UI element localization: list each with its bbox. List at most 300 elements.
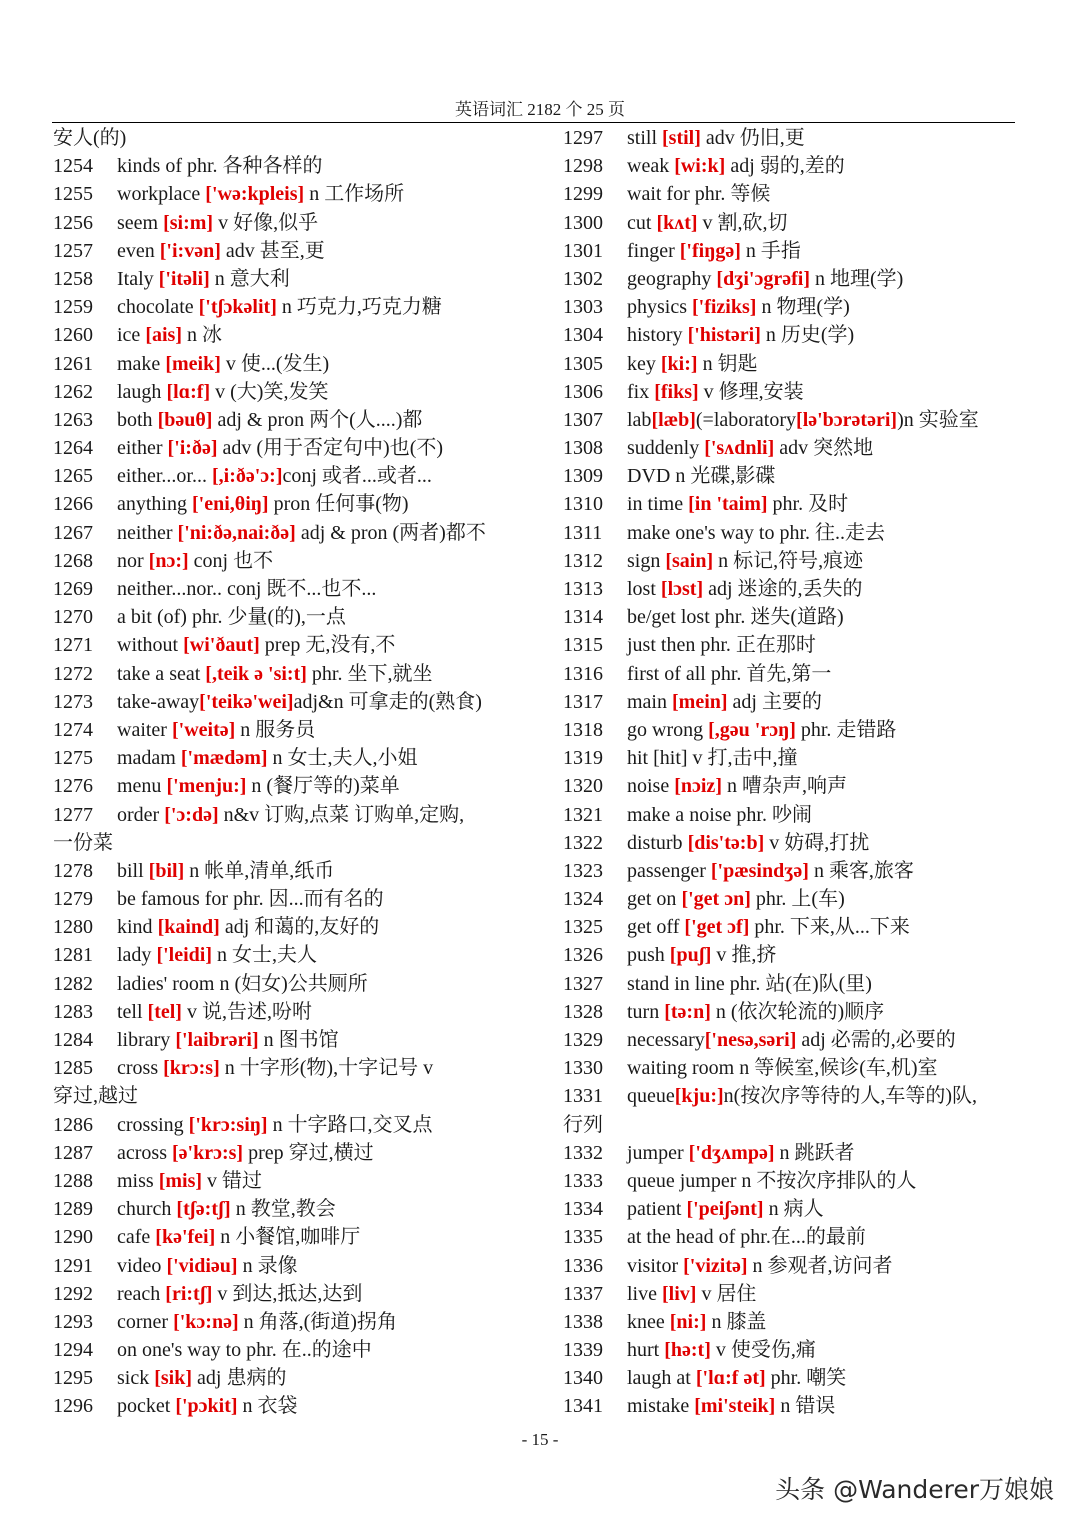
entry-word: at the head of	[627, 1226, 741, 1249]
vocab-entry	[53, 998, 523, 1026]
entry-word: physics	[627, 296, 692, 319]
entry-word: first of all	[627, 662, 711, 685]
vocab-entry	[53, 857, 523, 885]
entry-number: 1304	[563, 324, 603, 347]
entry-definition: n 角落,(街道)拐角	[238, 1310, 397, 1333]
vocab-entry	[53, 1167, 523, 1195]
vocab-entry	[53, 1054, 523, 1082]
entry-definition: phr. 正在那时	[700, 634, 816, 657]
entry-definition: adv (用于否定句中)也(不)	[217, 437, 444, 460]
entry-number: 1287	[53, 1141, 93, 1164]
entry-definition: n 地理(学)	[810, 267, 904, 290]
entry-number: 1338	[563, 1310, 603, 1333]
entry-definition: n 录像	[237, 1254, 298, 1277]
entry-definition: n 嘈杂声,响声	[721, 775, 847, 798]
entry-word: hit [hit]	[627, 747, 693, 770]
watermark: 头条 @Wanderer万娘娘	[775, 1475, 1054, 1504]
entry-word: both	[117, 408, 158, 431]
entry-number: 1290	[53, 1226, 93, 1249]
entry-phonetic: [si:m]	[163, 211, 214, 234]
entry-word: disturb	[627, 831, 688, 854]
entry-word: waiting room	[627, 1057, 740, 1080]
vocab-entry	[53, 1223, 523, 1251]
entry-definition: n 物理(学)	[756, 296, 850, 319]
vocab-entry	[563, 265, 1023, 293]
vocab-entry	[53, 547, 523, 575]
entry-definition: n 冰	[181, 324, 222, 347]
entry-definition: phr. 嘲笑	[765, 1367, 847, 1390]
entry-word: be famous for	[117, 888, 234, 911]
entry-word: go wrong	[627, 718, 709, 741]
vocab-entry	[563, 1364, 1023, 1392]
entry-number: 1317	[563, 690, 603, 713]
entry-word: make one's way to	[627, 521, 780, 544]
entry-word: make	[117, 352, 166, 375]
entry-number: 1316	[563, 662, 603, 685]
vocab-entry	[53, 1026, 523, 1054]
entry-word: cut	[627, 211, 657, 234]
entry-phonetic: [krɔ:s]	[163, 1057, 220, 1080]
entry-word: workplace	[117, 183, 206, 206]
entry-word: knee	[627, 1310, 670, 1333]
vocab-entry	[53, 1139, 523, 1167]
entry-definition: n 光碟,影碟	[675, 465, 776, 488]
entry-phonetic: ['tʃɔkəlit]	[198, 296, 277, 319]
entry-definition: pron 任何事(物)	[268, 493, 409, 516]
vocab-entry	[563, 180, 1023, 208]
entry-word: tell	[117, 1000, 148, 1023]
entry-phonetic: [puʃ]	[669, 944, 712, 967]
vocab-entry	[563, 378, 1023, 406]
vocab-entry	[563, 547, 1023, 575]
entry-word: patient	[627, 1198, 687, 1221]
entry-number: 1257	[53, 239, 93, 262]
vocab-entry	[563, 490, 1023, 518]
entry-number: 1318	[563, 718, 603, 741]
entry-word: still	[627, 127, 663, 149]
entry-phonetic: ['kɔ:nə]	[173, 1310, 239, 1333]
entry-definition: n 跳跃者	[774, 1141, 855, 1164]
entry-number: 1268	[53, 549, 93, 572]
entry-word: order	[117, 803, 165, 826]
entry-definition: conj 也不	[188, 549, 274, 572]
vocab-entry	[53, 688, 523, 716]
vocab-entry	[563, 998, 1023, 1026]
entry-number: 1307	[563, 408, 603, 431]
vocab-entry	[53, 237, 523, 265]
entry-word: stand in line	[627, 972, 730, 995]
entry-number: 1294	[53, 1339, 93, 1362]
entry-word: menu	[117, 775, 167, 798]
entry-definition: adj & pron 两个(人....)都	[212, 408, 423, 431]
entry-number: 1299	[563, 183, 603, 206]
entry-definition: )n 实验室	[897, 408, 979, 431]
entry-definition: phr. 下来,从...下来	[749, 916, 910, 939]
vocab-entry	[53, 913, 523, 941]
entry-word: take-away	[117, 690, 200, 713]
entry-phonetic: ['ɔ:də]	[164, 803, 219, 826]
entry-definition: n (餐厅等的)菜单	[246, 775, 400, 798]
vocab-entry	[563, 293, 1023, 321]
entry-number: 1260	[53, 324, 93, 347]
entry-definition: n 病人	[763, 1198, 824, 1221]
entry-word: waiter	[117, 718, 172, 741]
entry-definition: adj 迷途的,丢失的	[703, 578, 863, 600]
entry-definition: adv 仍旧,更	[700, 127, 805, 149]
entry-number: 1296	[53, 1395, 93, 1418]
entry-definition: phr. 在..的途中	[246, 1339, 372, 1362]
entry-definition: v 错过	[202, 1169, 263, 1192]
entry-number: 1312	[563, 549, 603, 572]
vocab-entry	[563, 744, 1023, 772]
vocab-entry	[563, 462, 1023, 490]
entry-word: mistake	[627, 1395, 695, 1418]
entry-number: 1305	[563, 352, 603, 375]
entry-number: 1262	[53, 380, 93, 403]
entry-number: 1330	[563, 1057, 603, 1080]
entry-phonetic: ['fiŋgə]	[679, 239, 741, 262]
entry-number: 1332	[563, 1141, 603, 1164]
vocab-entry	[53, 603, 523, 631]
entry-word: queue	[627, 1085, 675, 1108]
entry-number: 1321	[563, 803, 603, 826]
entry-number: 1256	[53, 211, 93, 234]
entry-number: 1254	[53, 155, 93, 178]
vocab-entry	[53, 265, 523, 293]
entry-definition: v 使...(发生)	[220, 352, 330, 375]
entry-number: 1297	[563, 127, 603, 149]
entry-number: 1328	[563, 1000, 603, 1023]
vocab-entry	[563, 1082, 1023, 1110]
entry-definition: phr. 吵闹	[736, 803, 812, 826]
entry-phonetic: [in 'taim]	[688, 493, 768, 516]
vocab-entry	[563, 124, 1023, 152]
vocab-entry	[563, 519, 1023, 547]
entry-continuation	[53, 124, 523, 152]
vocab-entry	[53, 490, 523, 518]
continuation-text: 安人(的)	[53, 127, 127, 149]
entry-phonetic: [ə'krɔ:s]	[171, 1141, 244, 1164]
entry-phonetic: [mis]	[158, 1169, 203, 1192]
entry-definition: phr. 站(在)队(里)	[729, 972, 872, 995]
entry-number: 1259	[53, 296, 93, 319]
entry-definition: phr. 坐下,就坐	[306, 662, 433, 685]
entry-phonetic: [kju:]	[674, 1085, 724, 1108]
entry-number: 1308	[563, 437, 603, 460]
entry-phonetic: ['peiʃənt]	[686, 1198, 764, 1221]
entry-phonetic: [ais]	[145, 324, 182, 347]
entry-phonetic: [kʌt]	[656, 211, 698, 234]
entry-number: 1322	[563, 831, 603, 854]
entry-definition: n 工作场所	[304, 183, 405, 206]
vocab-entry	[53, 1336, 523, 1364]
entry-number: 1303	[563, 296, 603, 319]
vocab-entry	[563, 716, 1023, 744]
entry-definition: v 打,击中,撞	[692, 747, 798, 770]
vocab-entry	[563, 1252, 1023, 1280]
vocab-entry	[53, 1308, 523, 1336]
entry-definition: n 女士,夫人	[211, 944, 317, 967]
entry-number: 1300	[563, 211, 603, 234]
entry-number: 1280	[53, 916, 93, 939]
continuation-text: 穿过,越过	[53, 1085, 138, 1108]
vocab-entry	[563, 772, 1023, 800]
entry-number: 1306	[563, 380, 603, 403]
entry-definition: n 历史(学)	[760, 324, 855, 347]
entry-number: 1293	[53, 1310, 93, 1333]
entry-number: 1286	[53, 1113, 93, 1136]
entry-number: 1301	[563, 239, 603, 262]
entry-word: just then	[627, 634, 701, 657]
vocab-entry	[53, 801, 523, 829]
entry-word: miss	[117, 1169, 159, 1192]
entry-definition: adj 主要的	[727, 690, 822, 713]
entry-number: 1337	[563, 1282, 603, 1305]
entry-definition: n 参观者,访问者	[747, 1254, 893, 1277]
entry-definition: adv 甚至,更	[220, 239, 325, 262]
continuation-text: 一份菜	[53, 831, 113, 854]
vocab-entry	[563, 913, 1023, 941]
entry-number: 1331	[563, 1085, 603, 1108]
entry-number: 1276	[53, 775, 93, 798]
entry-word: hurt	[627, 1339, 665, 1362]
entry-definition: v 居住	[696, 1282, 757, 1305]
entry-number: 1315	[563, 634, 603, 657]
entry-word: fix	[627, 380, 655, 403]
entry-phonetic: ['teikə'wei]	[199, 690, 294, 713]
entry-number: 1271	[53, 634, 93, 657]
entry-definition: n 小餐馆,咖啡厅	[215, 1226, 361, 1249]
entry-phonetic: ['sʌdnli]	[704, 437, 775, 460]
entry-phonetic: ['eni,θiŋ]	[192, 493, 269, 516]
entry-definition: n 钥匙	[697, 352, 758, 375]
entry-phonetic: ['i:ðə]	[167, 437, 218, 460]
vocab-entry	[563, 660, 1023, 688]
entry-word: passenger	[627, 859, 711, 882]
entry-definition: v 说,告述,吩咐	[181, 1000, 312, 1023]
entry-number: 1320	[563, 775, 603, 798]
entry-definition: adj 必需的,必要的	[796, 1029, 956, 1051]
entry-number: 1319	[563, 747, 603, 770]
entry-number: 1340	[563, 1367, 603, 1390]
vocab-entry	[563, 885, 1023, 913]
entry-phonetic: [ni:]	[669, 1310, 707, 1333]
vocab-entry	[53, 519, 523, 547]
entry-definition: n 标记,符号,痕迹	[713, 549, 864, 572]
continuation-text: 行列	[563, 1113, 603, 1136]
entry-definition: v 推,挤	[711, 944, 777, 967]
entry-number: 1326	[563, 944, 603, 967]
entry-word: even	[117, 239, 160, 262]
entry-number: 1270	[53, 606, 93, 629]
vocab-entry	[53, 970, 523, 998]
entry-definition: v 到达,抵达,达到	[212, 1282, 363, 1305]
entry-number: 1298	[563, 155, 603, 178]
entry-definition: n 图书馆	[258, 1029, 339, 1051]
entry-definition: v (大)笑,发笑	[210, 380, 329, 403]
entry-number: 1334	[563, 1198, 603, 1221]
entry-definition: (=laboratory	[695, 408, 797, 431]
entry-phonetic: ['histəri]	[687, 324, 761, 347]
entry-number: 1264	[53, 437, 93, 460]
entry-number: 1323	[563, 859, 603, 882]
entry-phonetic: ['lɑ:f ət]	[695, 1367, 766, 1390]
entry-number: 1309	[563, 465, 603, 488]
entry-word: ice	[117, 324, 146, 347]
entry-definition: adj 和蔼的,友好的	[219, 916, 380, 939]
vocab-entry	[53, 1280, 523, 1308]
entry-definition: v 好像,似乎	[213, 211, 319, 234]
vocab-entry	[53, 293, 523, 321]
vocab-entry	[563, 1195, 1023, 1223]
vocab-entry	[563, 152, 1023, 180]
entry-word: neither	[117, 521, 178, 544]
entry-number: 1274	[53, 718, 93, 741]
entry-number: 1295	[53, 1367, 93, 1390]
entry-phonetic: [liv]	[662, 1282, 697, 1305]
entry-word: library	[117, 1029, 176, 1051]
entry-definition: conj 既不...也不...	[226, 578, 377, 600]
left-column	[53, 124, 523, 1421]
entry-word: weak	[627, 155, 675, 178]
entry-word: without	[117, 634, 184, 657]
entry-definition: adv 突然地	[774, 437, 874, 460]
entry-number: 1279	[53, 888, 93, 911]
vocab-entry	[563, 350, 1023, 378]
vocab-entry	[53, 716, 523, 744]
entry-number: 1339	[563, 1339, 603, 1362]
entry-phonetic: [,teik ə 'si:t]	[205, 662, 307, 685]
entry-phonetic: [nɔiz]	[674, 775, 722, 798]
entry-phonetic: [fiks]	[654, 380, 699, 403]
entry-word: lost	[627, 578, 661, 600]
vocab-entry	[563, 1308, 1023, 1336]
entry-word: madam	[117, 747, 181, 770]
entry-phonetic: [bil]	[148, 859, 185, 882]
entry-word: sign	[627, 549, 666, 572]
entry-word: across	[117, 1141, 172, 1164]
entry-definition: n 意大利	[209, 267, 290, 290]
vocab-entry	[53, 772, 523, 800]
entry-word: push	[627, 944, 670, 967]
entry-definition: v 使受伤,痛	[710, 1339, 816, 1362]
entry-number: 1313	[563, 578, 603, 600]
page-header: 英语词汇 2182 个 25 页	[455, 100, 625, 119]
entry-definition: n 教堂,教会	[230, 1198, 336, 1221]
entry-definition: n 手指	[740, 239, 801, 262]
entry-word: lab	[627, 408, 652, 431]
entry-word: noise	[627, 775, 675, 798]
entry-definition: n&v 订购,点菜 订购单,定购,	[218, 803, 465, 826]
entry-number: 1327	[563, 972, 603, 995]
entry-phonetic: [lə'bɔrətəri]	[796, 408, 898, 431]
entry-word: church	[117, 1198, 177, 1221]
entry-number: 1288	[53, 1169, 93, 1192]
entry-definition: n (依次轮流的)顺序	[710, 1000, 885, 1023]
entry-definition: n(按次序等待的人,车等的)队,	[723, 1085, 977, 1108]
vocab-entry	[563, 1223, 1023, 1251]
entry-word: neither...nor..	[117, 578, 227, 600]
entry-word: anything	[117, 493, 192, 516]
entry-word: reach	[117, 1282, 166, 1305]
vocab-entry	[563, 1392, 1023, 1420]
header-rule	[52, 122, 1015, 123]
entry-word: geography	[627, 267, 717, 290]
entry-phonetic: ['pɔkit]	[175, 1395, 238, 1418]
vocab-entry	[53, 1364, 523, 1392]
entry-number: 1265	[53, 465, 93, 488]
entry-phonetic: ['pæsindʒə]	[710, 859, 809, 882]
entry-definition: phr. 因...而有名的	[233, 888, 384, 911]
entry-word: DVD	[627, 465, 676, 488]
entry-phonetic: ['ni:ðə,nai:ðə]	[177, 521, 296, 544]
entry-word: seem	[117, 211, 164, 234]
entry-definition: prep 穿过,横过	[243, 1141, 374, 1164]
entry-word: wait for	[627, 183, 695, 206]
vocab-entry	[53, 660, 523, 688]
entry-phonetic: ['weitə]	[171, 718, 236, 741]
entry-word: chocolate	[117, 296, 199, 319]
entry-word: make a noise	[627, 803, 737, 826]
entry-phonetic: [lɔst]	[660, 578, 704, 600]
entry-definition: phr. 走错路	[795, 718, 897, 741]
entry-word: main	[627, 690, 672, 713]
vocab-entry	[563, 406, 1023, 434]
entry-phonetic: [kaind]	[157, 916, 220, 939]
entry-definition: n 十字路口,交叉点	[267, 1113, 433, 1136]
entry-definition: v 修理,安装	[698, 380, 804, 403]
entry-word: sick	[117, 1367, 155, 1390]
entry-definition: adj & pron (两者)都不	[295, 521, 486, 544]
entry-phonetic: [tel]	[147, 1000, 182, 1023]
vocab-entry	[563, 575, 1023, 603]
entry-word: live	[627, 1282, 662, 1305]
entry-phonetic: [,i:ðə'ɔ:]	[211, 465, 283, 488]
vocab-entry	[563, 209, 1023, 237]
entry-number: 1325	[563, 916, 603, 939]
vocab-entry	[563, 434, 1023, 462]
entry-word: visitor	[627, 1254, 684, 1277]
entry-phonetic: ['get ɔn]	[681, 888, 751, 911]
entry-word: laugh at	[627, 1367, 696, 1390]
entry-word: video	[117, 1254, 167, 1277]
entry-definition: adj 患病的	[192, 1367, 287, 1390]
entry-number: 1272	[53, 662, 93, 685]
entry-number: 1282	[53, 972, 93, 995]
entry-number: 1314	[563, 606, 603, 629]
vocab-entry	[53, 350, 523, 378]
vocab-entry	[563, 1054, 1023, 1082]
entry-number: 1263	[53, 408, 93, 431]
entry-number: 1302	[563, 267, 603, 290]
entry-phonetic: [nɔ:]	[148, 549, 189, 572]
entry-definition: adj&n 可拿走的(熟食)	[293, 690, 482, 713]
entry-word: cafe	[117, 1226, 156, 1249]
entry-word: a bit (of)	[117, 606, 192, 629]
entry-word: laugh	[117, 380, 167, 403]
vocab-entry	[53, 885, 523, 913]
vocab-entry	[53, 434, 523, 462]
entry-phonetic: ['dʒʌmpə]	[688, 1141, 775, 1164]
entry-number: 1273	[53, 690, 93, 713]
entry-number: 1329	[563, 1029, 603, 1051]
entry-definition: n 女士,夫人,小姐	[267, 747, 418, 770]
entry-number: 1324	[563, 888, 603, 911]
entry-definition: prep 无,没有,不	[259, 634, 396, 657]
entry-number: 1333	[563, 1169, 603, 1192]
entry-phonetic: [ki:]	[660, 352, 698, 375]
entry-word: kinds of	[117, 155, 187, 178]
